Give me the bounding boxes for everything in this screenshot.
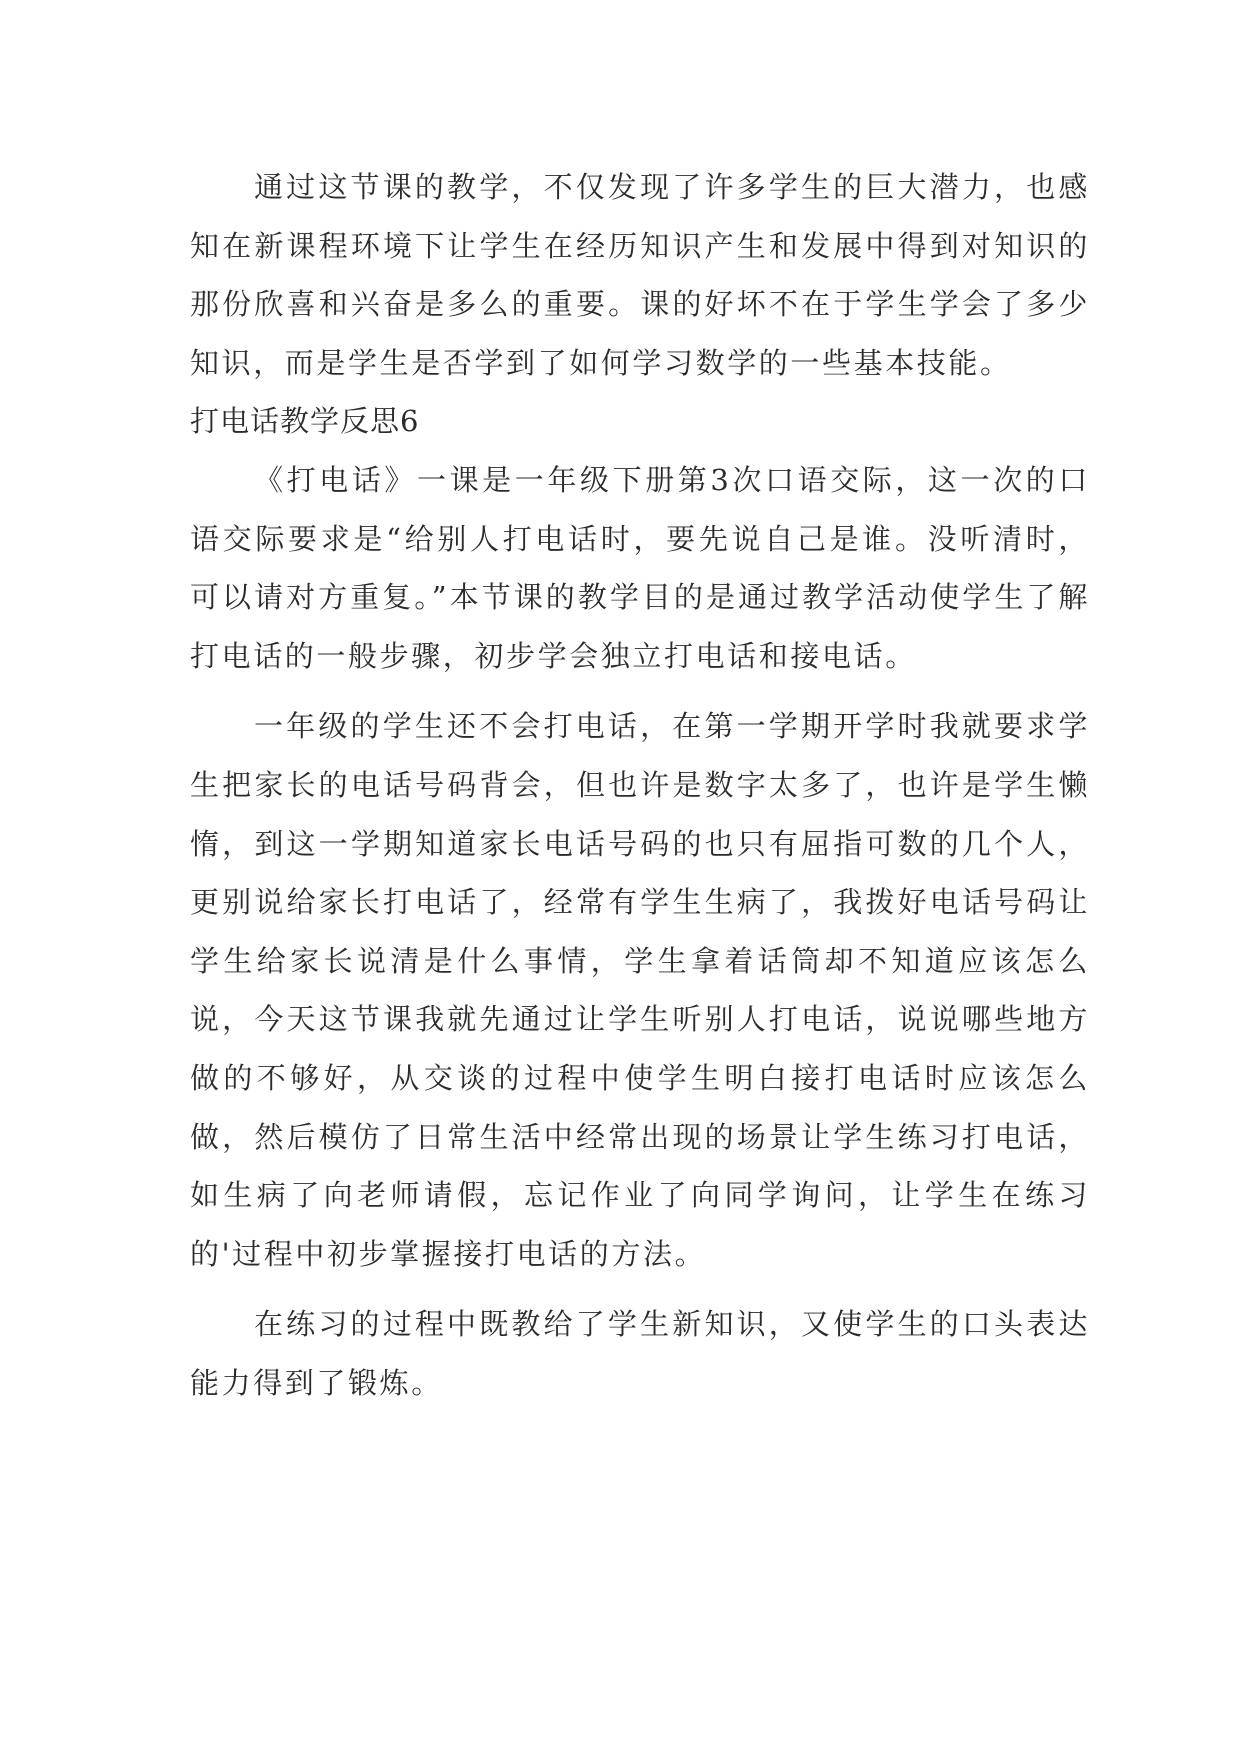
- paragraph-intro: 通过这节课的教学，不仅发现了许多学生的巨大潜力，也感知在新课程环境下让学生在经历知识产生和发展中得到对知识的那份欣喜和兴奋是多么的重要。课的好坏不在于学生学会了多少知识，而是学生是否学到了如何学习数学的一些基本技能。: [190, 170, 1090, 380]
- section-heading: 打电话教学反思6: [190, 404, 420, 439]
- paragraph-3: 在练习的过程中既教给了学生新知识，又使学生的口头表达能力得到了锻炼。: [190, 1307, 1090, 1400]
- paragraph-1: 《打电话》一课是一年级下册第3次口语交际，这一次的口语交际要求是“给别人打电话时，要先说自己是谁。没听清时，可以请对方重复。”本节课的教学目的是通过教学活动使学生了解打电话的一般步骤，初步学会独立打电话和接电话。: [190, 462, 1090, 673]
- document-body: [190, 158, 1090, 1412]
- paragraph-2: 一年级的学生还不会打电话，在第一学期开学时我就要求学生把家长的电话号码背会，但也许是数字太多了，也许是学生懒惰，到这一学期知道家长电话号码的也只有屈指可数的几个人，更别说给家长打电话了，经常有学生生病了，我拨好电话号码让学生给家长说清是什么事情，学生拿着话筒却不知道应该怎么说，今天这节课我就先通过让学生听别人打电话，说说哪些地方做的不够好，从交谈的过程中使学生明白接打电话时应该怎么做，然后模仿了日常生活中经常出现的场景让学生练习打电话，如生病了向老师请假，忘记作业了向同学询问，让学生在练习的'过程中初步掌握接打电话的方法。: [190, 709, 1090, 1271]
